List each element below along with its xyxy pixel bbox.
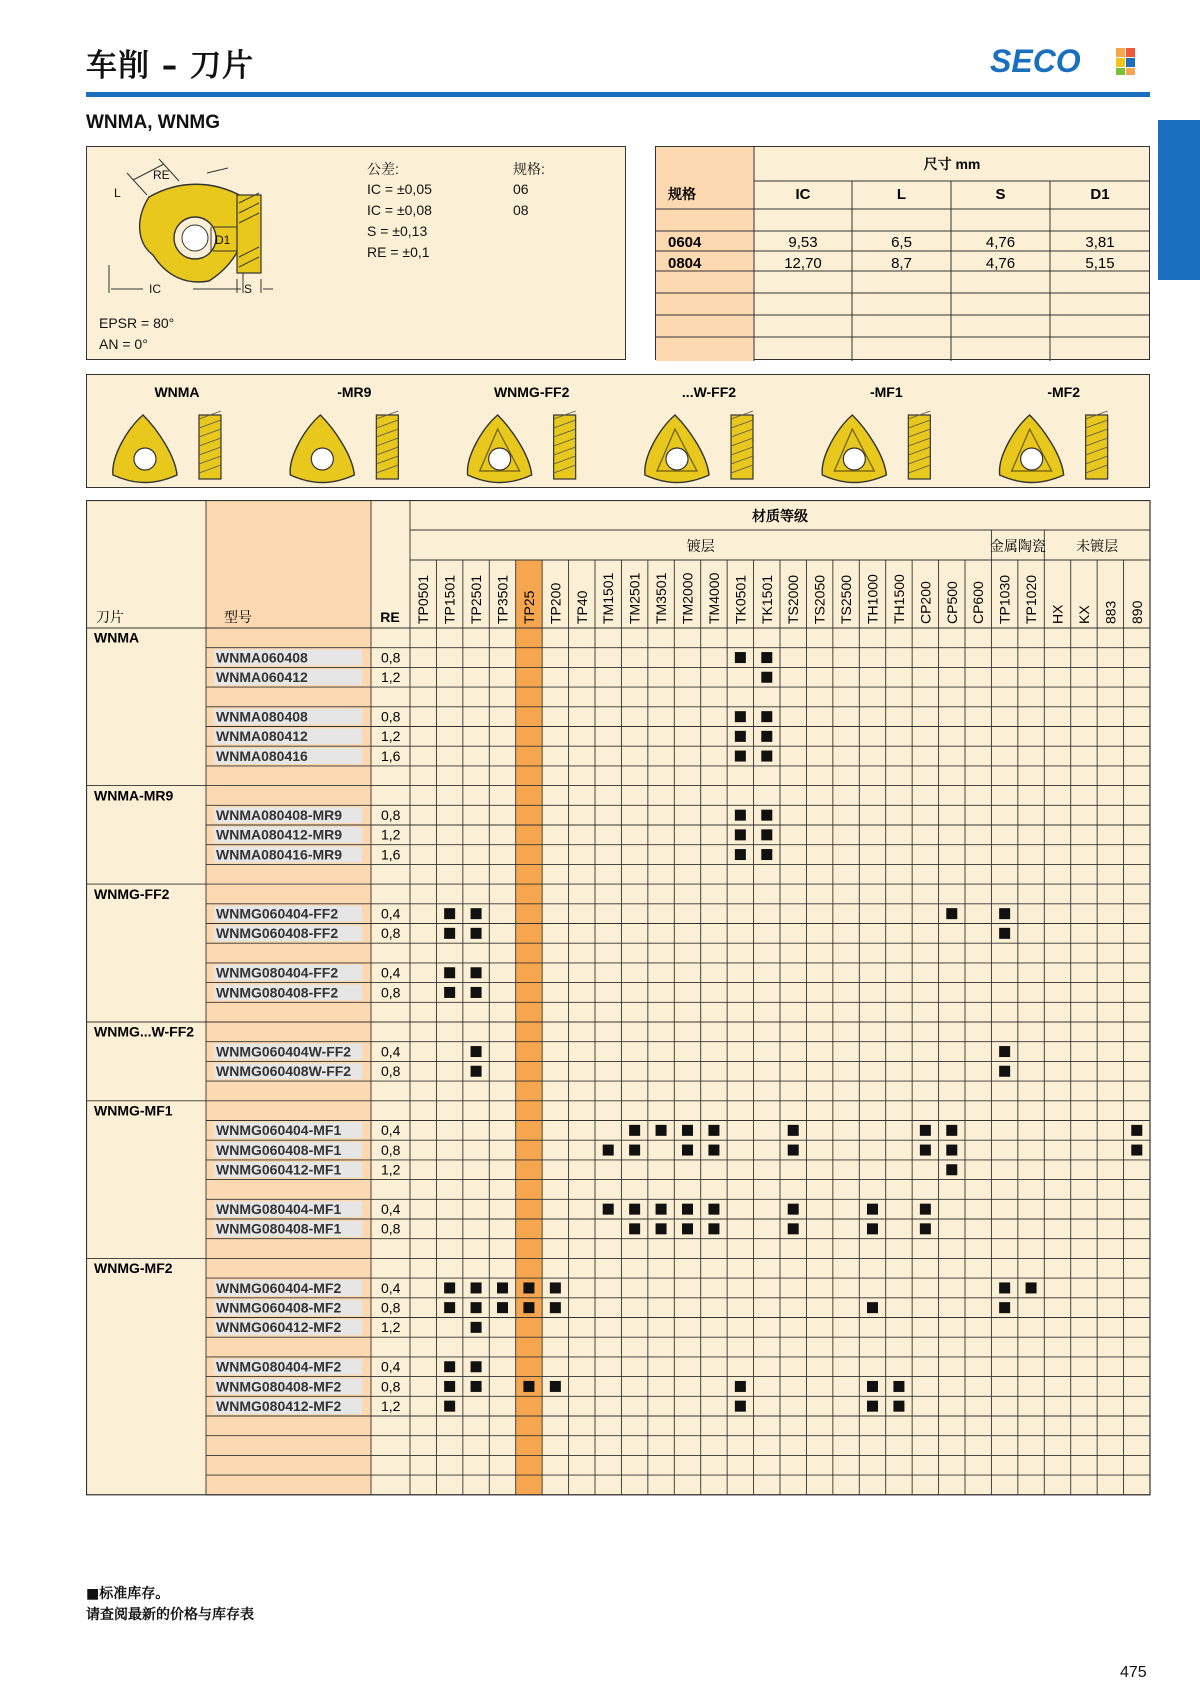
stock-mark-th1500: [893, 1381, 904, 1392]
stock-mark-tp3501: [497, 1282, 508, 1293]
stock-mark-tp1020: [1026, 1282, 1037, 1293]
model-code: WNMA080408: [216, 708, 308, 725]
page-title: 车削 – 刀片: [86, 48, 255, 84]
re-value: 1,2: [381, 728, 401, 745]
re-value: 0,8: [381, 1299, 401, 1316]
model-code: WNMA060408: [216, 649, 308, 666]
stock-mark-tp2501: [471, 908, 482, 919]
uncoated-group-label: 未镀层: [1076, 539, 1119, 555]
stock-mark-tk0501: [735, 751, 746, 762]
grade-header-890: 890: [1128, 600, 1145, 624]
model-code: WNMG060404-MF1: [216, 1122, 342, 1139]
stock-mark-tm2501: [629, 1223, 640, 1234]
insert-type-label: -MR9: [337, 384, 372, 400]
dims-row-size: 0604: [668, 234, 702, 251]
size-title: 规格:: [513, 161, 545, 177]
stock-mark-th1000: [867, 1223, 878, 1234]
stock-mark-890: [1131, 1145, 1142, 1156]
re-label: RE: [153, 168, 170, 182]
stock-mark-tk0501: [735, 829, 746, 840]
tp25-highlight: [516, 560, 542, 1495]
re-value: 0,8: [381, 1220, 401, 1237]
grade-header-tm1501: TM1501: [600, 572, 617, 624]
grade-header-ts2500: TS2500: [838, 574, 855, 624]
insert-shape-icon: [645, 411, 753, 483]
re-value: 1,2: [381, 1398, 401, 1414]
stock-mark-tk0501: [735, 711, 746, 722]
header-rule: [86, 92, 1150, 97]
s-label: S: [244, 282, 253, 296]
insert-group-label: WNMG-MF2: [94, 1260, 173, 1277]
stock-mark-cp200: [920, 1125, 931, 1136]
stock-mark-cp500: [946, 1145, 957, 1156]
grade-header-hx: HX: [1049, 604, 1066, 624]
grade-header-tp40: TP40: [573, 590, 590, 624]
d1-label: D1: [215, 233, 231, 247]
insert-type-label: WNMG-FF2: [493, 384, 570, 400]
stock-mark-tm3501: [656, 1204, 667, 1215]
dims-col-l: L: [896, 186, 907, 203]
cermet-group-label: 金属陶瓷: [989, 539, 1046, 555]
size-06: 06: [513, 181, 529, 197]
tolerance-ic2: IC = ±0,08: [367, 202, 432, 218]
stock-mark-tp2501: [471, 987, 482, 998]
tolerance-re: RE = ±0,1: [367, 244, 430, 260]
stock-mark-tk0501: [735, 849, 746, 860]
tolerance-title: 公差:: [367, 161, 399, 177]
stock-mark-tp1030: [999, 1046, 1010, 1057]
stock-mark-tm1501: [603, 1204, 614, 1215]
stock-mark-tp200: [550, 1302, 561, 1313]
stock-mark-tp25: [523, 1282, 534, 1293]
stock-mark-tk0501: [735, 652, 746, 663]
insert-column-header: 刀片: [96, 610, 124, 626]
model-code: WNMG080408-MF2: [216, 1378, 342, 1395]
grade-header-cp600: CP600: [970, 581, 987, 624]
insert-group-label: WNMG-FF2: [94, 885, 170, 902]
insert-type-label: -MF2: [1047, 384, 1081, 400]
re-value: 0,4: [381, 905, 401, 922]
stock-mark-tp1501: [444, 1282, 455, 1293]
insert-type-label: -MF1: [869, 384, 903, 400]
stock-mark-tp1501: [444, 1361, 455, 1372]
stock-mark-tm2000: [682, 1204, 693, 1215]
re-value: 0,8: [381, 1063, 401, 1080]
dimensions-table: [655, 146, 1150, 360]
insert-group-label: WNMG-MF1: [94, 1102, 173, 1119]
insert-group-label: WNMG...W-FF2: [94, 1023, 195, 1040]
grade-header-tm2501: TM2501: [626, 572, 643, 624]
coated-group-label: 镀层: [686, 539, 715, 555]
grade-header-tp25: TP25: [520, 590, 537, 624]
model-code: WNMG080408-MF1: [216, 1220, 342, 1237]
model-code: WNMG080404-FF2: [216, 964, 339, 981]
re-value: 0,8: [381, 1378, 401, 1395]
stock-mark-tp25: [523, 1381, 534, 1392]
model-code: WNMG080404-MF1: [216, 1201, 342, 1217]
grade-header-tm2000: TM2000: [679, 572, 696, 624]
stock-mark-tp1501: [444, 1381, 455, 1392]
stock-mark-tm4000: [708, 1223, 719, 1234]
insert-shape-icon: [467, 411, 575, 483]
re-value: 0,8: [381, 984, 401, 1001]
re-value: 0,8: [381, 1141, 401, 1158]
re-value: 0,4: [381, 1358, 401, 1375]
epsr-value: EPSR = 80°: [99, 315, 175, 331]
dims-size-header: 规格: [668, 186, 696, 202]
dims-col-d1: D1: [1090, 186, 1110, 203]
model-code: WNMG080408-FF2: [216, 984, 339, 1001]
stock-mark-tp1030: [999, 908, 1010, 919]
stock-mark-tm3501: [656, 1125, 667, 1136]
stock-mark-tp1501: [444, 908, 455, 919]
stock-mark-tk1501: [761, 731, 772, 742]
re-value: 1,2: [381, 1161, 401, 1178]
stock-mark-tp2501: [471, 928, 482, 939]
stock-mark-tp2501: [471, 1302, 482, 1313]
model-code: WNMG060408-FF2: [216, 925, 339, 942]
re-value: 1,2: [381, 826, 401, 843]
stock-mark-tk1501: [761, 810, 772, 821]
stock-mark-th1000: [867, 1204, 878, 1215]
model-code: WNMA060412: [216, 669, 308, 686]
model-code: WNMG080404-MF2: [216, 1358, 342, 1375]
stock-mark-tp1501: [444, 967, 455, 978]
model-code: WNMA080412: [216, 728, 308, 745]
stock-mark-tm4000: [708, 1204, 719, 1215]
tolerance-ic1: IC = ±0,05: [367, 181, 432, 197]
stock-mark-tk1501: [761, 711, 772, 722]
grade-header-tp2501: TP2501: [468, 574, 485, 624]
stock-mark-ts2000: [788, 1223, 799, 1234]
stock-mark-cp200: [920, 1145, 931, 1156]
stock-mark-tm2501: [629, 1125, 640, 1136]
re-value: 0,8: [381, 649, 401, 666]
stock-mark-tm1501: [603, 1145, 614, 1156]
stock-mark-th1000: [867, 1302, 878, 1313]
stock-mark-tp1030: [999, 1066, 1010, 1077]
stock-mark-tk0501: [735, 731, 746, 742]
stock-mark-ts2000: [788, 1125, 799, 1136]
re-value: 0,4: [381, 1043, 401, 1060]
stock-mark-890: [1131, 1125, 1142, 1136]
insert-type-label: ...W-FF2: [681, 384, 737, 400]
model-code: WNMA080416: [216, 747, 308, 764]
grade-header-tp1030: TP1030: [996, 574, 1013, 624]
stock-mark-cp500: [946, 908, 957, 919]
model-code: WNMG060404W-FF2: [216, 1043, 352, 1060]
stock-mark-tp200: [550, 1381, 561, 1392]
stock-mark-tk0501: [735, 1401, 746, 1412]
dims-cell: 4,76: [985, 234, 1016, 251]
re-column-header: RE: [380, 609, 400, 625]
stock-mark-tm2000: [682, 1223, 693, 1234]
stock-mark-tp1030: [999, 1282, 1010, 1293]
grade-header-th1000: TH1000: [864, 574, 881, 624]
grade-header-tm4000: TM4000: [705, 572, 722, 624]
insert-type-label: WNMA: [154, 384, 200, 400]
stock-mark-tp2501: [471, 1381, 482, 1392]
re-value: 1,6: [381, 846, 401, 863]
grade-header-tk0501: TK0501: [732, 574, 749, 624]
grade-header-tp1020: TP1020: [1023, 574, 1040, 624]
stock-mark-tp2501: [471, 1361, 482, 1372]
dims-title: 尺寸 mm: [923, 156, 981, 172]
logo-wordmark: SECO: [990, 44, 1081, 78]
stock-mark-tp1501: [444, 1401, 455, 1412]
stock-mark-tm3501: [656, 1223, 667, 1234]
stock-mark-tm2000: [682, 1145, 693, 1156]
stock-mark-tp200: [550, 1282, 561, 1293]
stock-mark-th1500: [893, 1401, 904, 1412]
insert-shape-icon: [822, 411, 930, 483]
section-subtitle: WNMA, WNMG: [86, 112, 221, 133]
stock-mark-tm2501: [629, 1145, 640, 1156]
stock-mark-tp2501: [471, 1066, 482, 1077]
grade-header-cp200: CP200: [917, 581, 934, 624]
stock-mark-tp2501: [471, 1282, 482, 1293]
seco-logo: [990, 44, 1138, 78]
dims-cell: 3,81: [1085, 234, 1115, 251]
material-grade-title: 材质等级: [752, 509, 808, 525]
stock-mark-tp25: [523, 1302, 534, 1313]
grade-header-ts2050: TS2050: [811, 574, 828, 624]
re-value: 1,2: [381, 669, 401, 686]
dims-cell: 9,53: [788, 234, 818, 251]
re-value: 0,4: [381, 964, 401, 981]
l-label: L: [114, 186, 121, 200]
stock-mark-tk1501: [761, 849, 772, 860]
model-code: WNMG060408W-FF2: [216, 1063, 352, 1080]
stock-mark-tp1501: [444, 987, 455, 998]
chapter-tab: [1158, 120, 1200, 280]
re-value: 0,8: [381, 807, 401, 823]
re-value: 0,8: [381, 925, 401, 942]
dims-cell: 6,5: [891, 234, 912, 251]
re-value: 1,6: [381, 747, 401, 764]
an-value: AN = 0°: [99, 336, 148, 352]
stock-mark-tm4000: [708, 1145, 719, 1156]
model-code: WNMG060412-MF1: [216, 1161, 342, 1178]
re-value: 0,4: [381, 1201, 401, 1217]
stock-mark-tp1030: [999, 928, 1010, 939]
legend: [86, 1584, 254, 1626]
insert-types-row: [86, 374, 1150, 488]
grade-header-tp3501: TP3501: [494, 574, 511, 624]
grade-header-tp200: TP200: [547, 582, 564, 624]
stock-mark-tp1501: [444, 1302, 455, 1313]
grade-header-tk1501: TK1501: [758, 574, 775, 624]
grade-header-ts2000: TS2000: [785, 574, 802, 624]
stock-mark-tp2501: [471, 1046, 482, 1057]
dims-cell: 4,76: [985, 255, 1016, 272]
legend-note: 请查阅最新的价格与库存表: [86, 1607, 254, 1623]
stock-mark-tp3501: [497, 1302, 508, 1313]
model-code: WNMA080416-MR9: [216, 846, 343, 863]
re-value: 0,8: [381, 708, 401, 725]
grade-header-cp500: CP500: [943, 581, 960, 624]
insert-shape-icon: [113, 411, 221, 483]
stock-mark-tp1501: [444, 928, 455, 939]
page-number: 475: [1120, 1664, 1147, 1681]
stock-mark-tm2501: [629, 1204, 640, 1215]
model-code: WNMA080408-MR9: [216, 807, 343, 823]
stock-mark-tk0501: [735, 1381, 746, 1392]
stock-mark-tp2501: [471, 967, 482, 978]
stock-mark-tp1030: [999, 1302, 1010, 1313]
legend-stock: ■标准库存。: [86, 1586, 170, 1602]
grade-header-tp1501: TP1501: [441, 574, 458, 624]
grade-header-tm3501: TM3501: [653, 572, 670, 624]
tolerance-s: S = ±0,13: [367, 223, 428, 239]
stock-mark-tk1501: [761, 672, 772, 683]
model-code: WNMA080412-MR9: [216, 826, 343, 843]
stock-mark-th1000: [867, 1401, 878, 1412]
model-code: WNMG080412-MF2: [216, 1398, 342, 1414]
size-column-bg: [656, 147, 754, 361]
stock-mark-cp500: [946, 1164, 957, 1175]
stock-mark-tm2000: [682, 1125, 693, 1136]
grade-header-th1500: TH1500: [890, 574, 907, 624]
model-code: WNMG060412-MF2: [216, 1319, 342, 1336]
grades-table: [86, 500, 1151, 1576]
insert-group-label: WNMA: [94, 629, 140, 646]
re-value: 0,4: [381, 1279, 401, 1296]
model-column-header: 型号: [224, 610, 252, 626]
re-value: 0,4: [381, 1122, 401, 1139]
stock-mark-tm4000: [708, 1125, 719, 1136]
model-code: WNMG060408-MF1: [216, 1141, 342, 1158]
insert-shape-icon: [290, 411, 398, 483]
stock-mark-ts2000: [788, 1204, 799, 1215]
grade-header-kx: KX: [1075, 605, 1092, 624]
stock-mark-cp500: [946, 1125, 957, 1136]
stock-mark-ts2000: [788, 1145, 799, 1156]
stock-mark-tk0501: [735, 810, 746, 821]
stock-mark-tk1501: [761, 829, 772, 840]
dims-cell: 5,15: [1085, 255, 1115, 272]
insert-group-label: WNMA-MR9: [94, 787, 174, 804]
dims-col-s: S: [995, 186, 1006, 203]
model-code: WNMG060404-MF2: [216, 1279, 342, 1296]
stock-mark-tk1501: [761, 652, 772, 663]
insert-shape-icon: [999, 411, 1107, 483]
spec-panel: [86, 146, 626, 360]
size-08: 08: [513, 202, 529, 218]
stock-mark-th1000: [867, 1381, 878, 1392]
grade-header-883: 883: [1102, 600, 1119, 624]
stock-mark-cp200: [920, 1223, 931, 1234]
grade-header-tp0501: TP0501: [415, 574, 432, 624]
dims-cell: 8,7: [891, 255, 912, 272]
re-value: 1,2: [381, 1319, 401, 1336]
model-code: WNMG060404-FF2: [216, 905, 339, 922]
stock-mark-cp200: [920, 1204, 931, 1215]
stock-mark-tp2501: [471, 1322, 482, 1333]
dims-row-size: 0804: [668, 255, 702, 272]
dims-cell: 12,70: [784, 255, 822, 272]
model-code: WNMG060408-MF2: [216, 1299, 342, 1316]
dims-col-ic: IC: [795, 186, 811, 203]
stock-mark-tk1501: [761, 751, 772, 762]
ic-label: IC: [149, 282, 161, 296]
